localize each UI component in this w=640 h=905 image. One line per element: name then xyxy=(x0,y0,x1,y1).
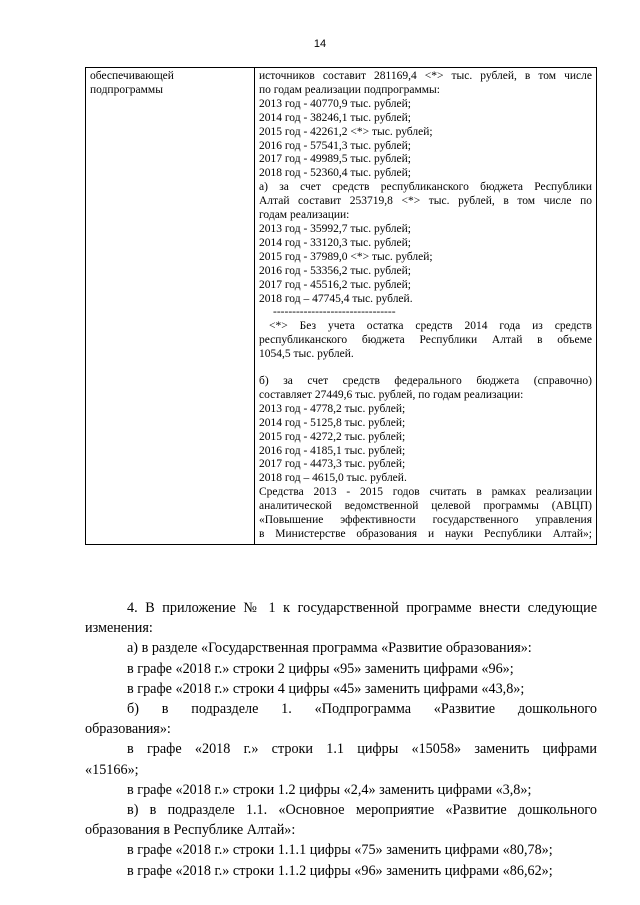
footnote-line: <*> Без учета остатка средств 2014 года из средств xyxy=(269,320,592,333)
funding-year-line: 2017 год - 4473,3 тыс. рублей; xyxy=(259,458,406,471)
amendments-text xyxy=(85,598,597,881)
funding-year-line: 2015 год - 4272,2 тыс. рублей; xyxy=(259,430,406,443)
federal-budget-line: составляет 27449,6 тыс. рублей, по годам реализации: xyxy=(259,388,524,401)
funding-year-line: 2014 год - 5125,8 тыс. рублей; xyxy=(259,416,406,429)
paragraph-line: в графе «2018 г.» строки 1.1.1 цифры «75» заменить цифрами «80,78»; xyxy=(127,842,553,859)
funding-year-line: 2014 год - 33120,3 тыс. рублей; xyxy=(259,236,411,249)
row-heading-line: подпрограммы xyxy=(90,83,163,96)
avcp-note-line: в Министерстве образования и науки Республики Алтай»; xyxy=(259,528,592,540)
paragraph-line: образования в Республике Алтай»: xyxy=(85,822,296,839)
republic-budget-line: годам реализации: xyxy=(259,209,350,222)
paragraph-line: образования»: xyxy=(85,721,171,738)
funding-year-line: 2016 год - 53356,2 тыс. рублей; xyxy=(259,264,411,277)
paragraph-line: в графе «2018 г.» строки 1.1 цифры «15058» заменить цифрами xyxy=(127,741,597,758)
federal-budget-line: б) за счет средств федерального бюджета (справочно) xyxy=(259,375,592,388)
footnote-separator: -------------------------------- xyxy=(273,306,396,319)
passport-table xyxy=(85,67,597,545)
funding-year-line: 2015 год - 37989,0 <*> тыс. рублей; xyxy=(259,250,433,263)
avcp-note-line: Средства 2013 - 2015 годов считать в рамках реализации xyxy=(259,486,592,499)
paragraph-gap xyxy=(259,362,592,375)
footnote-line: республиканского бюджета Республики Алтай в объеме xyxy=(259,334,592,347)
funding-text-line: источников составит 281169,4 <*> тыс. рублей, в том числе xyxy=(259,70,592,82)
funding-year-line: 2018 год - 52360,4 тыс. рублей; xyxy=(259,167,411,180)
paragraph-line: изменения: xyxy=(85,620,153,637)
avcp-note-line: «Повышение эффективности государственного управления xyxy=(259,514,592,527)
funding-year-line: 2018 год – 4615,0 тыс. рублей. xyxy=(259,472,407,485)
paragraph-line: в графе «2018 г.» строки 4 цифры «45» заменить цифрами «43,8»; xyxy=(127,680,525,697)
row-content-cell xyxy=(255,68,597,545)
funding-year-line: 2013 год - 35992,7 тыс. рублей; xyxy=(259,222,411,235)
avcp-note-line: аналитической ведомственной целевой программы (АВЦП) xyxy=(259,500,592,513)
row-heading-line: обеспечивающей xyxy=(90,70,174,82)
page-number: 14 xyxy=(313,38,327,50)
footnote-line: 1054,5 тыс. рублей. xyxy=(259,348,354,361)
paragraph-line: в графе «2018 г.» строки 2 цифры «95» заменить цифрами «96»; xyxy=(127,660,514,677)
funding-year-line: 2017 год - 45516,2 тыс. рублей; xyxy=(259,278,411,291)
republic-budget-line: Алтай составит 253719,8 <*> тыс. рублей, в том числе по xyxy=(259,195,592,208)
funding-year-line: 2016 год - 4185,1 тыс. рублей; xyxy=(259,444,406,457)
funding-year-line: 2013 год - 4778,2 тыс. рублей; xyxy=(259,402,406,415)
paragraph-line: в графе «2018 г.» строки 1.2 цифры «2,4» заменить цифрами «3,8»; xyxy=(127,781,532,798)
funding-year-line: 2018 год – 47745,4 тыс. рублей. xyxy=(259,292,413,305)
paragraph-line: «15166»; xyxy=(85,761,139,778)
funding-year-line: 2013 год - 40770,9 тыс. рублей; xyxy=(259,97,411,110)
paragraph-line: в) в подразделе 1.1. «Основное мероприятие «Развитие дошкольного xyxy=(127,802,597,819)
table-row xyxy=(86,68,597,545)
row-heading-cell xyxy=(86,68,255,545)
funding-year-line: 2015 год - 42261,2 <*> тыс. рублей; xyxy=(259,125,433,138)
funding-year-line: 2016 год - 57541,3 тыс. рублей; xyxy=(259,139,411,152)
funding-year-line: 2014 год - 38246,1 тыс. рублей; xyxy=(259,111,411,124)
paragraph-line: б) в подразделе 1. «Подпрограмма «Развитие дошкольного xyxy=(127,701,597,718)
funding-year-line: 2017 год - 49989,5 тыс. рублей; xyxy=(259,153,411,166)
paragraph-line: а) в разделе «Государственная программа «Развитие образования»: xyxy=(127,640,532,657)
republic-budget-line: а) за счет средств республиканского бюджета Республики xyxy=(259,181,592,194)
funding-text-line: по годам реализации подпрограммы: xyxy=(259,83,440,96)
paragraph-line: в графе «2018 г.» строки 1.1.2 цифры «96» заменить цифрами «86,62»; xyxy=(127,862,553,879)
paragraph-line: 4. В приложение № 1 к государственной программе внести следующие xyxy=(127,600,597,616)
